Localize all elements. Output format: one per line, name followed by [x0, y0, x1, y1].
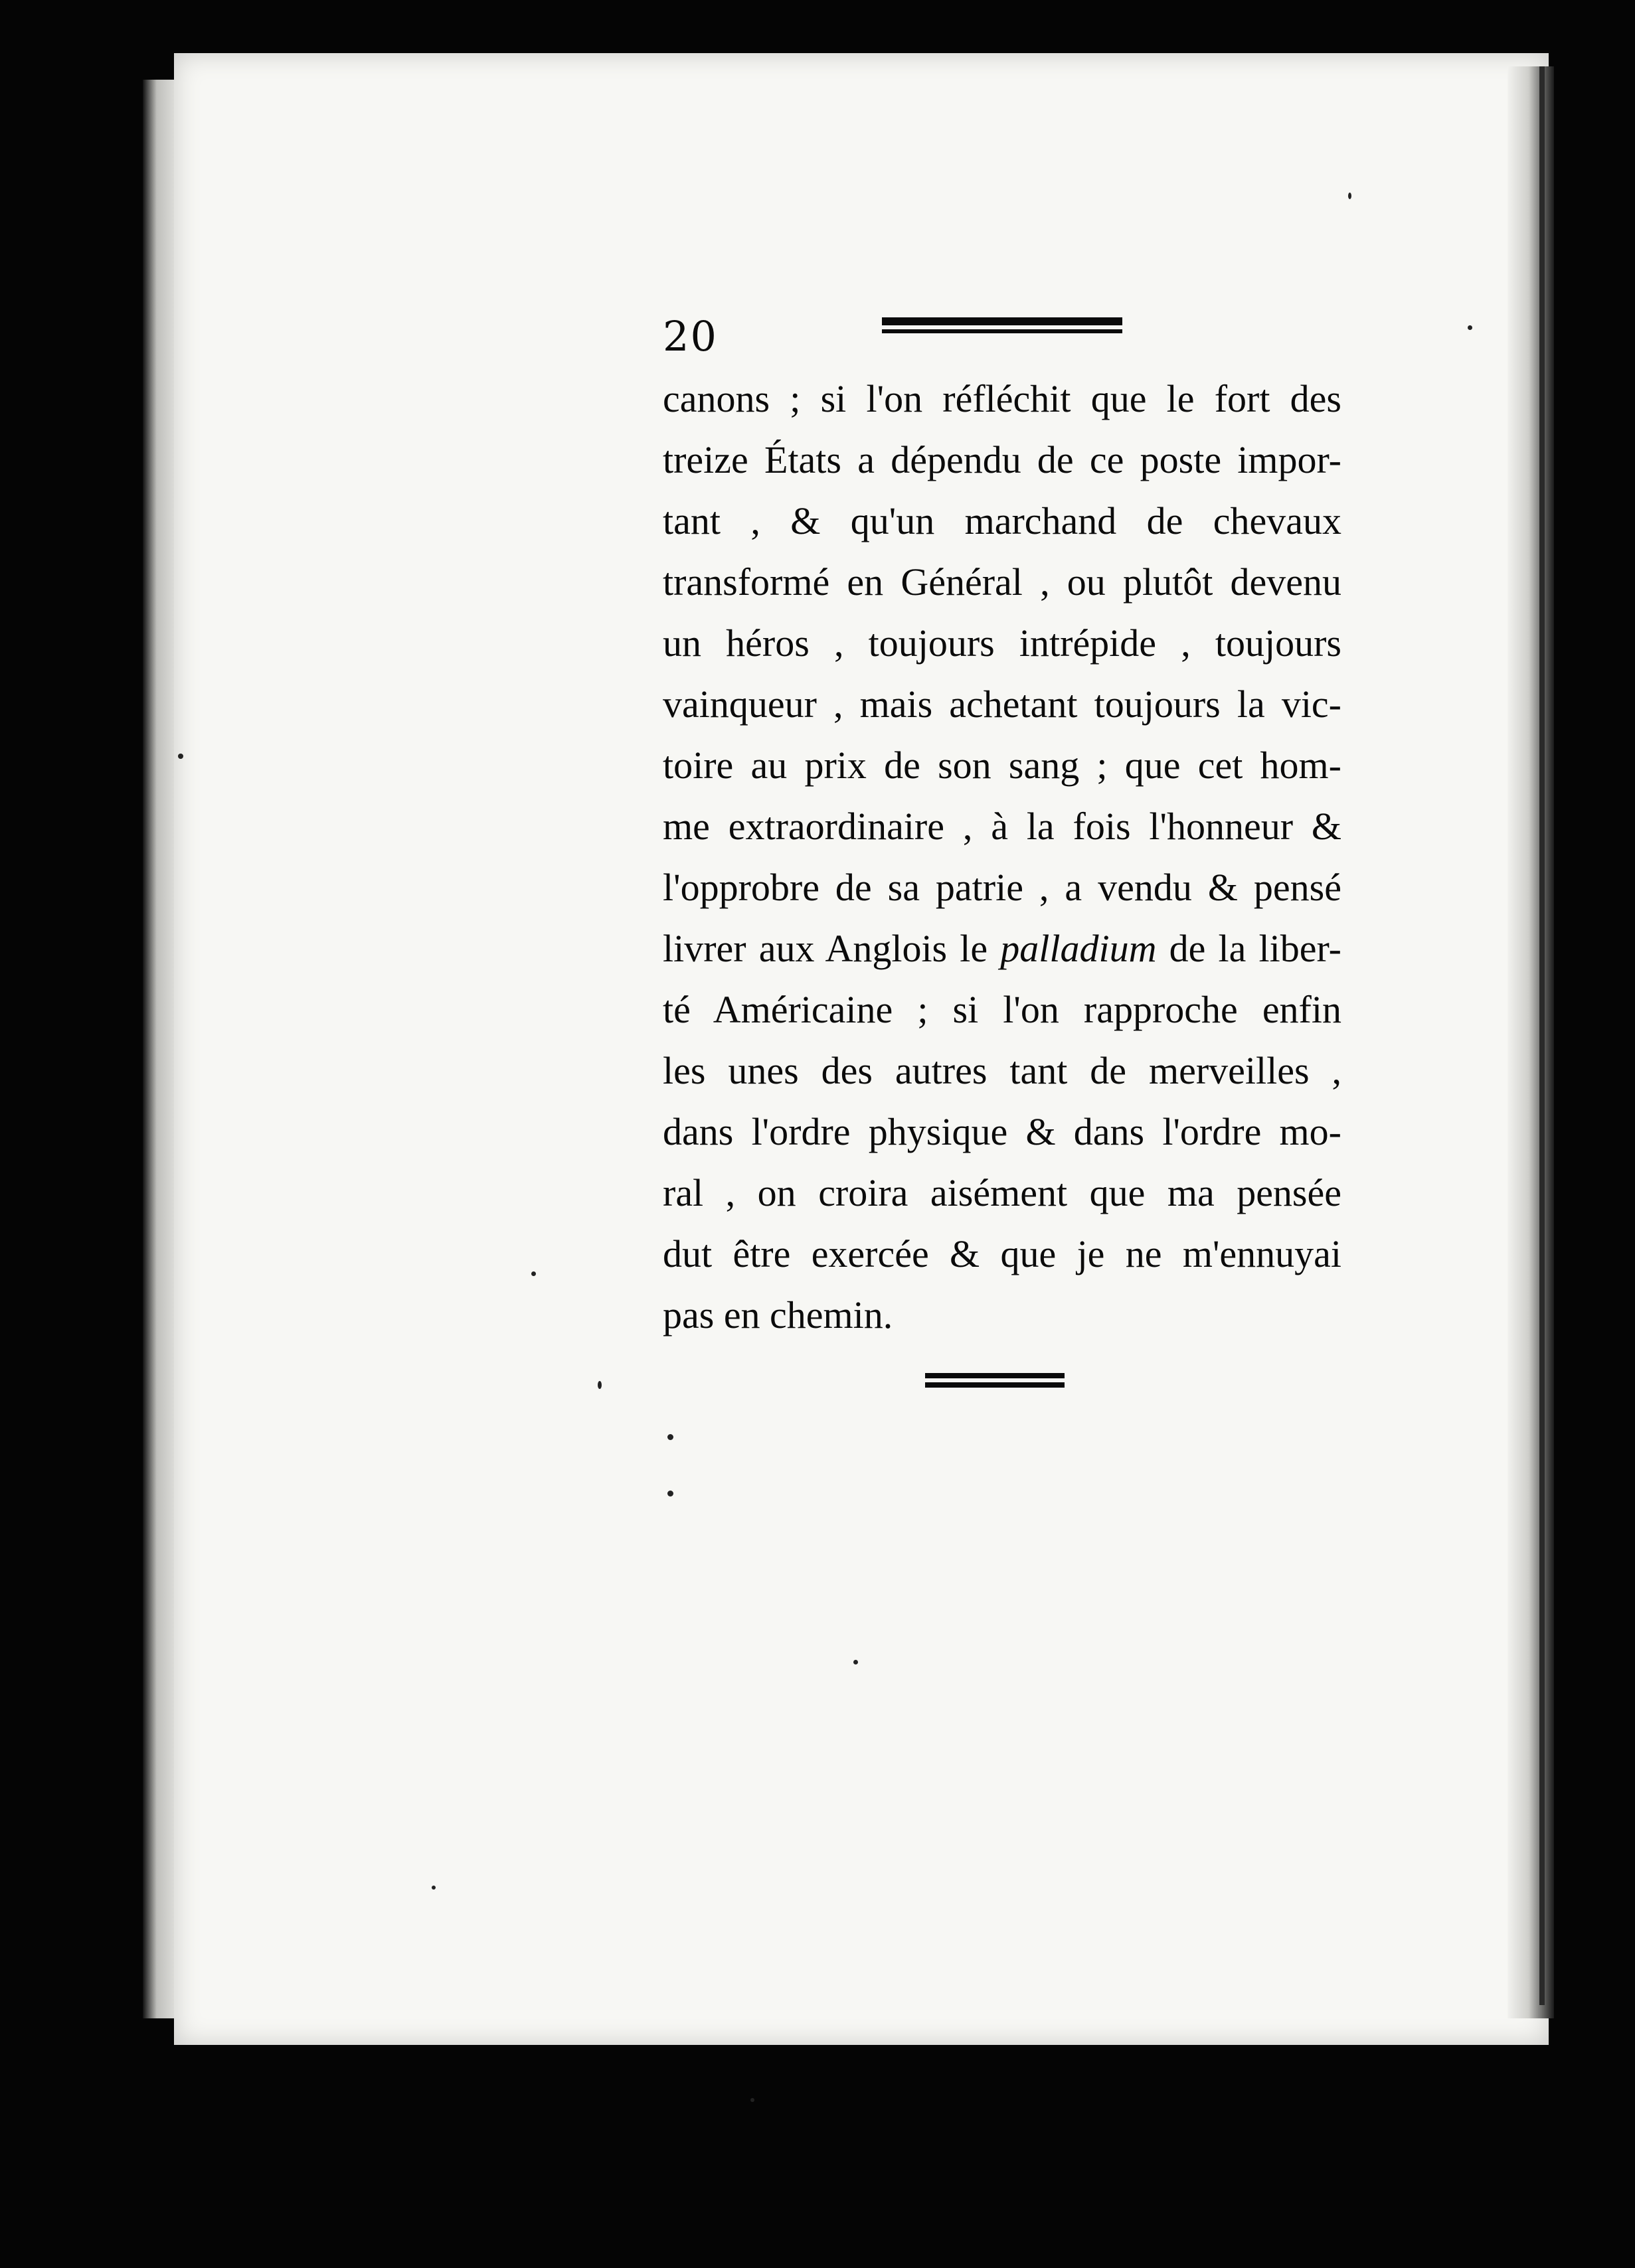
body-text [663, 368, 1341, 1346]
page-fold-line [1539, 66, 1545, 2005]
text-line: tant , & qu'un marchand de chevaux [663, 499, 1341, 542]
dust-speck [1348, 193, 1351, 199]
dust-speck [432, 1886, 436, 1890]
dust-speck [178, 754, 183, 759]
text-line: me extraordinaire , à la fois l'honneur & [663, 805, 1341, 848]
dust-speck [853, 1660, 858, 1664]
dust-speck [1468, 325, 1472, 330]
dust-speck [598, 1381, 602, 1389]
text-line: dut être exercée & que je ne m'ennuyai [663, 1232, 1341, 1275]
text-line: té Américaine ; si l'on rapproche enfin [663, 988, 1341, 1031]
dust-speck [750, 2098, 754, 2102]
text-line: transformé en Général , ou plutôt devenu [663, 560, 1341, 604]
header-rule [882, 317, 1122, 337]
text-line: ral , on croira aisément que ma pensée [663, 1171, 1341, 1214]
text-line: les unes des autres tant de merveilles , [663, 1049, 1341, 1092]
text-line: l'opprobre de sa patrie , a vendu & pensé [663, 866, 1341, 909]
text-line: livrer aux Anglois le palladium de la liber- [663, 927, 1341, 970]
dust-speck [667, 1434, 673, 1440]
text-line: pas en chemin. [663, 1293, 893, 1336]
dust-speck [667, 1491, 673, 1497]
text-line: vainqueur , mais achetant toujours la vic- [663, 683, 1341, 726]
text-line: treize États a dépendu de ce poste impor- [663, 438, 1341, 481]
footer-rule [925, 1373, 1065, 1390]
page-right-edge [1507, 66, 1554, 2018]
text-line: toire au prix de son sang ; que cet hom- [663, 744, 1341, 787]
dust-speck [531, 1271, 536, 1276]
page-number: 20 [663, 312, 718, 361]
text-line: un héros , toujours intrépide , toujours [663, 621, 1341, 665]
text-line: dans l'ordre physique & dans l'ordre mo- [663, 1110, 1341, 1153]
italic-word: palladium [1000, 927, 1157, 970]
text-line: canons ; si l'on réfléchit que le fort des [663, 377, 1341, 420]
